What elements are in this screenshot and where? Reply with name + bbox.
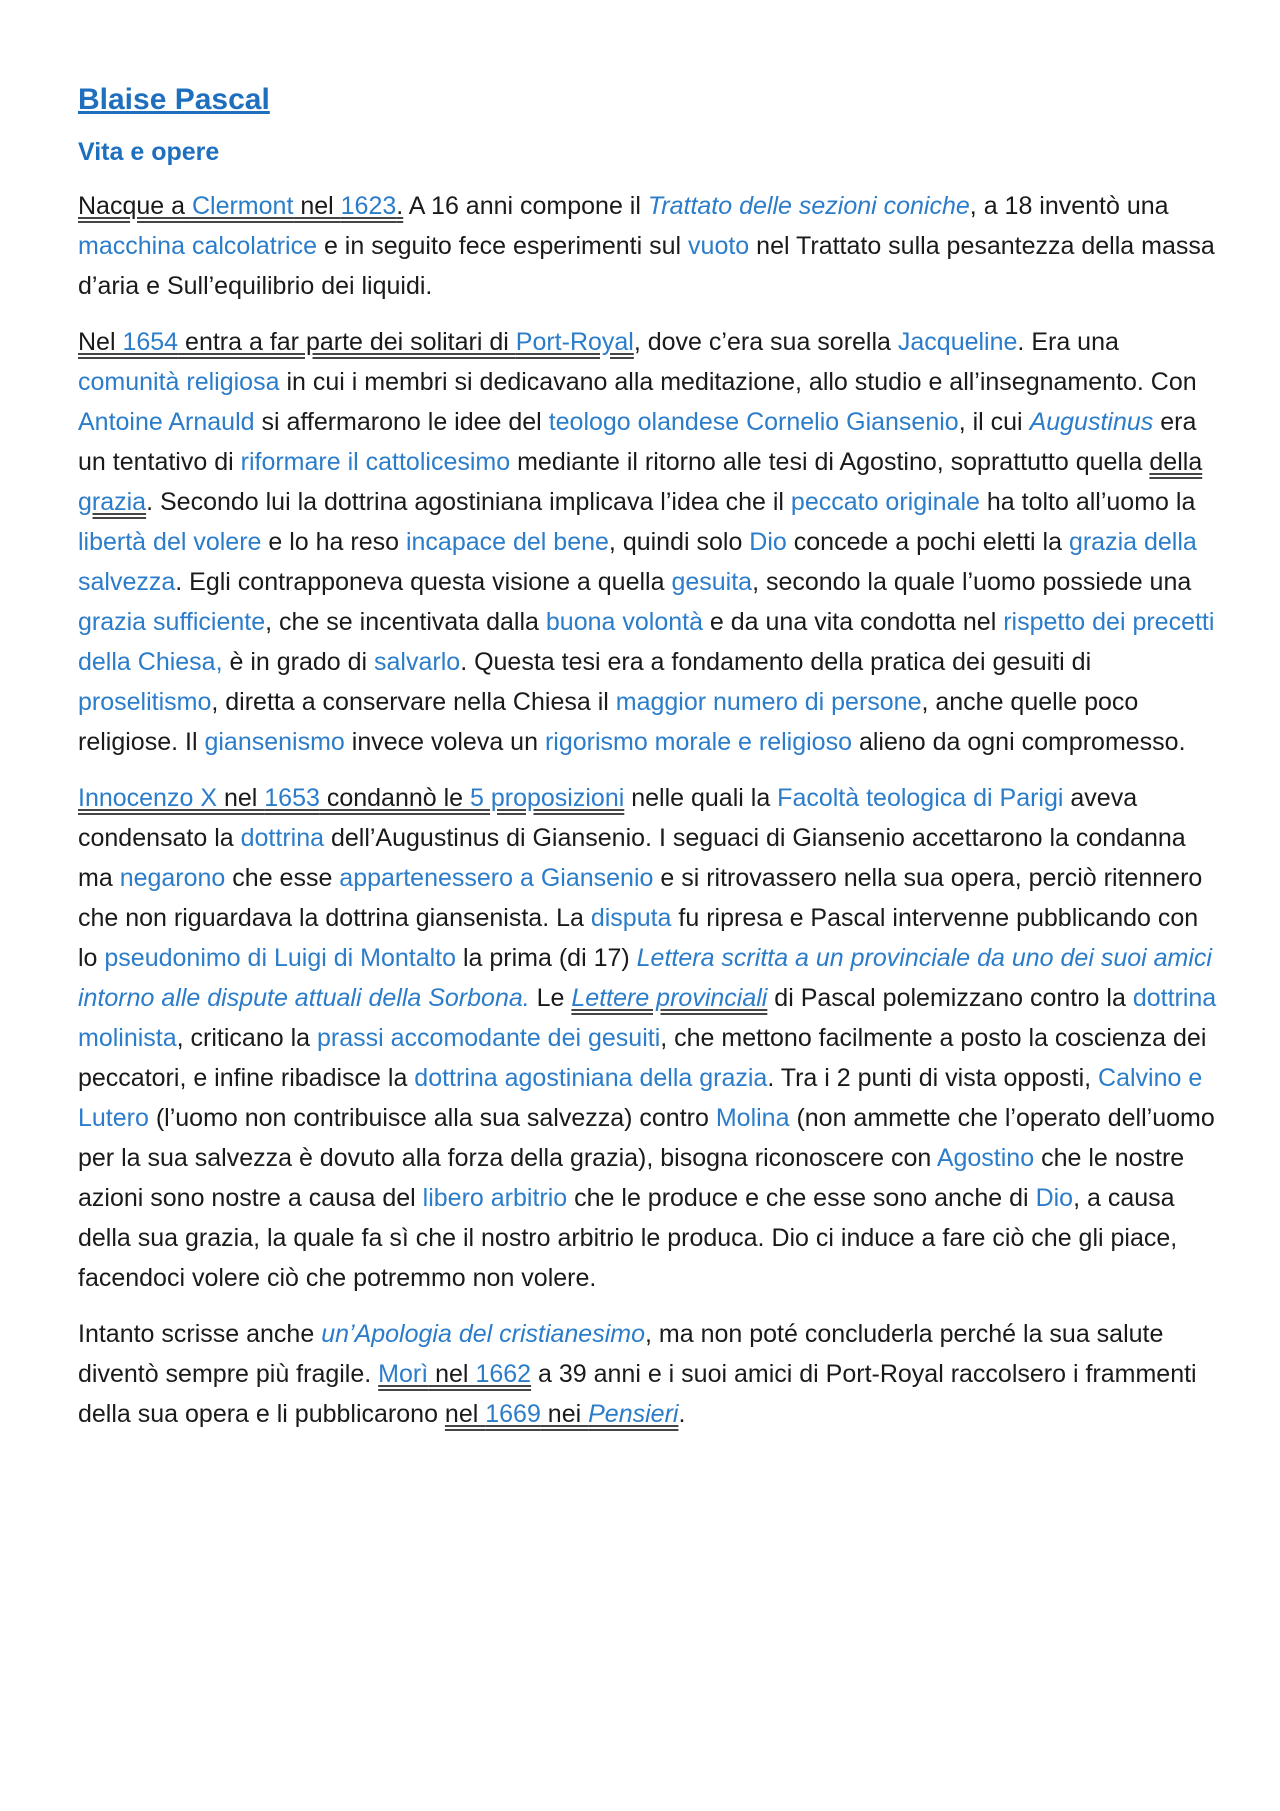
document-page <box>78 78 1218 1450</box>
text-run: di Pascal polemizzano contro la <box>767 984 1133 1012</box>
highlighted-term: dottrina <box>240 824 325 852</box>
highlighted-term: 1653 <box>264 784 320 812</box>
highlighted-term: rispetto dei precetti della Chiesa, <box>78 608 1215 676</box>
text-run: si affermarono le idee del <box>254 408 549 436</box>
highlighted-term: pseudonimo di Luigi di Montalto <box>104 944 457 972</box>
text-run: Intanto scrisse anche <box>78 1320 322 1348</box>
text-run: che le produce e che esse sono anche di <box>567 1184 1036 1212</box>
highlighted-term: grazia <box>78 488 147 516</box>
text-run: Le <box>529 984 572 1012</box>
highlighted-term: gesuita <box>671 568 753 596</box>
text-run: . Secondo lui la dottrina agostiniana implicava l’idea che il <box>146 488 791 516</box>
highlighted-term: riformare il cattolicesimo <box>240 448 511 476</box>
highlighted-term: dottrina agostiniana della grazia <box>414 1064 768 1092</box>
highlighted-term: un’Apologia del cristianesimo <box>321 1320 645 1348</box>
text-run: invece voleva un <box>344 728 545 756</box>
text-run: A 16 anni compone il <box>403 192 648 220</box>
text-run: (l’uomo non contribuisce alla sua salvezza) contro <box>148 1104 716 1132</box>
highlighted-term: Calvino e Lutero <box>78 1064 1203 1132</box>
highlighted-term: Dio <box>1035 1184 1074 1212</box>
highlighted-term: disputa <box>590 904 672 932</box>
text-run: e si ritrovassero nella sua opera, perciò ritennero che non riguardava la dottrina giansenista. La <box>78 864 1203 932</box>
text-run: . <box>678 1400 686 1428</box>
highlighted-term: Facoltà teologica di Parigi <box>777 784 1064 812</box>
text-run: , ma non poté concluderla perché la sua salute diventò sempre più fragile. <box>78 1320 1164 1388</box>
highlighted-term: giansenismo <box>204 728 345 756</box>
text-run: . Tra i 2 punti di vista opposti, <box>767 1064 1099 1092</box>
text-run: mediante il ritorno alle tesi di Agostino, soprattutto quella <box>510 448 1150 476</box>
text-run: aveva condensato la <box>78 784 1138 852</box>
highlighted-term: Pensieri <box>588 1400 679 1428</box>
highlighted-term: Lettera scritta a un provinciale da uno dei suoi amici intorno alle dispute attuali della Sorbona. <box>78 944 1212 1012</box>
text-run: a 39 anni e i suoi amici di Port-Royal raccolsero i frammenti della sua opera e li pubblicarono <box>78 1360 1197 1428</box>
highlighted-term: salvarlo <box>374 648 461 676</box>
highlighted-term: Clermont <box>191 192 294 220</box>
highlighted-term: libero arbitrio <box>422 1184 568 1212</box>
highlighted-term: peccato originale <box>790 488 980 516</box>
highlighted-term: Molina <box>715 1104 790 1132</box>
highlighted-term: Augustinus <box>1029 408 1154 436</box>
highlighted-term: dottrina molinista <box>78 984 1217 1052</box>
text-run: dell’Augustinus di Giansenio. I seguaci di Giansenio accettarono la condanna ma <box>78 824 1186 892</box>
text-run: . Egli contrapponeva questa visione a quella <box>175 568 672 596</box>
text-run: . Era una <box>1017 328 1119 356</box>
text-run: , diretta a conservare nella Chiesa il <box>211 688 616 716</box>
highlighted-term: 1623 <box>340 192 397 220</box>
paragraph <box>78 1314 1218 1434</box>
text-run: che le nostre azioni sono nostre a causa del <box>78 1144 1185 1212</box>
highlighted-term: 1662 <box>475 1360 532 1388</box>
text-run: nel Trattato sulla pesantezza della massa d’aria e Sull’equilibrio dei liquidi. <box>78 232 1215 300</box>
text-run: Nacque a <box>78 192 192 220</box>
text-run: e lo ha reso <box>261 528 406 556</box>
text-run: , dove c’era sua sorella <box>633 328 898 356</box>
paragraph <box>78 778 1218 1298</box>
text-run: ha tolto all’uomo la <box>979 488 1196 516</box>
text-run: nel <box>217 784 265 812</box>
highlighted-term: teologo olandese Cornelio Giansenio <box>548 408 959 436</box>
text-run: . <box>396 192 404 220</box>
text-run: fu ripresa e Pascal intervenne pubblicando con lo <box>78 904 1199 972</box>
highlighted-term: Antoine Arnauld <box>78 408 255 436</box>
text-run: , quindi solo <box>608 528 750 556</box>
text-run: nelle quali la <box>624 784 778 812</box>
highlighted-term: Lettere provinciali <box>571 984 768 1012</box>
highlighted-term: rigorismo morale e religioso <box>544 728 852 756</box>
highlighted-term: prassi accomodante dei gesuiti <box>317 1024 661 1052</box>
text-run: , che mettono facilmente a posto la coscienza dei peccatori, e infine ribadisce la <box>78 1024 1207 1092</box>
text-run: condannò le <box>319 784 471 812</box>
highlighted-term: Innocenzo X <box>78 784 217 812</box>
text-run: alieno da ogni compromesso. <box>852 728 1186 756</box>
highlighted-term: incapace del bene <box>405 528 609 556</box>
highlighted-term: proselitismo <box>78 688 212 716</box>
text-run: e da una vita condotta nel <box>702 608 1004 636</box>
highlighted-term: appartenessero a Giansenio <box>339 864 654 892</box>
text-run: . Questa tesi era a fondamento della pratica dei gesuiti di <box>460 648 1092 676</box>
highlighted-term: Morì <box>378 1360 429 1388</box>
text-run: concede a pochi eletti la <box>786 528 1069 556</box>
text-run: e in seguito fece esperimenti sul <box>317 232 689 260</box>
text-run: era un tentativo di <box>78 408 1197 476</box>
document-title: Blaise Pascal <box>78 83 270 116</box>
highlighted-term: Agostino <box>936 1144 1035 1172</box>
highlighted-term: grazia sufficiente <box>78 608 266 636</box>
text-run: è in grado di <box>222 648 375 676</box>
document-body <box>78 186 1218 1434</box>
highlighted-term: 1654 <box>122 328 179 356</box>
text-run: nei <box>540 1400 589 1428</box>
highlighted-term: vuoto <box>688 232 750 260</box>
text-run: che esse <box>225 864 340 892</box>
highlighted-term: negarono <box>119 864 226 892</box>
text-run: della <box>1149 448 1203 476</box>
highlighted-term: grazia della salvezza <box>78 528 1197 596</box>
section-heading: Vita e opere <box>78 138 220 166</box>
highlighted-term: Dio <box>749 528 787 556</box>
highlighted-term: libertà del volere <box>78 528 262 556</box>
highlighted-term: Trattato delle sezioni coniche <box>647 192 970 220</box>
text-run: entra a far parte dei solitari di <box>178 328 516 356</box>
text-run: nel <box>293 192 341 220</box>
highlighted-term: maggior numero di persone <box>615 688 922 716</box>
text-run: , secondo la quale l’uomo possiede una <box>752 568 1192 596</box>
paragraph <box>78 322 1218 762</box>
text-run: Nel <box>78 328 123 356</box>
text-run: (non ammette che l’operato dell’uomo per la sua salvezza è dovuto alla forza della grazia), bisogna riconoscere con <box>78 1104 1215 1172</box>
text-run: , a 18 inventò una <box>969 192 1169 220</box>
highlighted-term: buona volontà <box>545 608 703 636</box>
text-run: , che se incentivata dalla <box>265 608 546 636</box>
paragraph <box>78 186 1218 306</box>
text-run: , il cui <box>958 408 1030 436</box>
text-run: in cui i membri si dedicavano alla meditazione, allo studio e all’insegnamento. Con <box>279 368 1197 396</box>
highlighted-term: 5 proposizioni <box>470 784 625 812</box>
highlighted-term: 1669 <box>485 1400 541 1428</box>
highlighted-term: Jacqueline <box>897 328 1018 356</box>
text-run: , a causa della sua grazia, la quale fa sì che il nostro arbitrio le produca. Dio ci induce a fare ciò che gli piace, facendoci volere ciò che potremmo non volere. <box>78 1184 1178 1292</box>
highlighted-term: macchina calcolatrice <box>78 232 317 260</box>
text-run: nel <box>444 1400 486 1428</box>
text-run: , anche quelle poco religiose. Il <box>78 688 1139 756</box>
highlighted-term: Port-Royal <box>515 328 634 356</box>
text-run: nel <box>428 1360 476 1388</box>
highlighted-term: comunità religiosa <box>78 368 280 396</box>
text-run: , criticano la <box>176 1024 317 1052</box>
text-run: la prima (di 17) <box>456 944 637 972</box>
